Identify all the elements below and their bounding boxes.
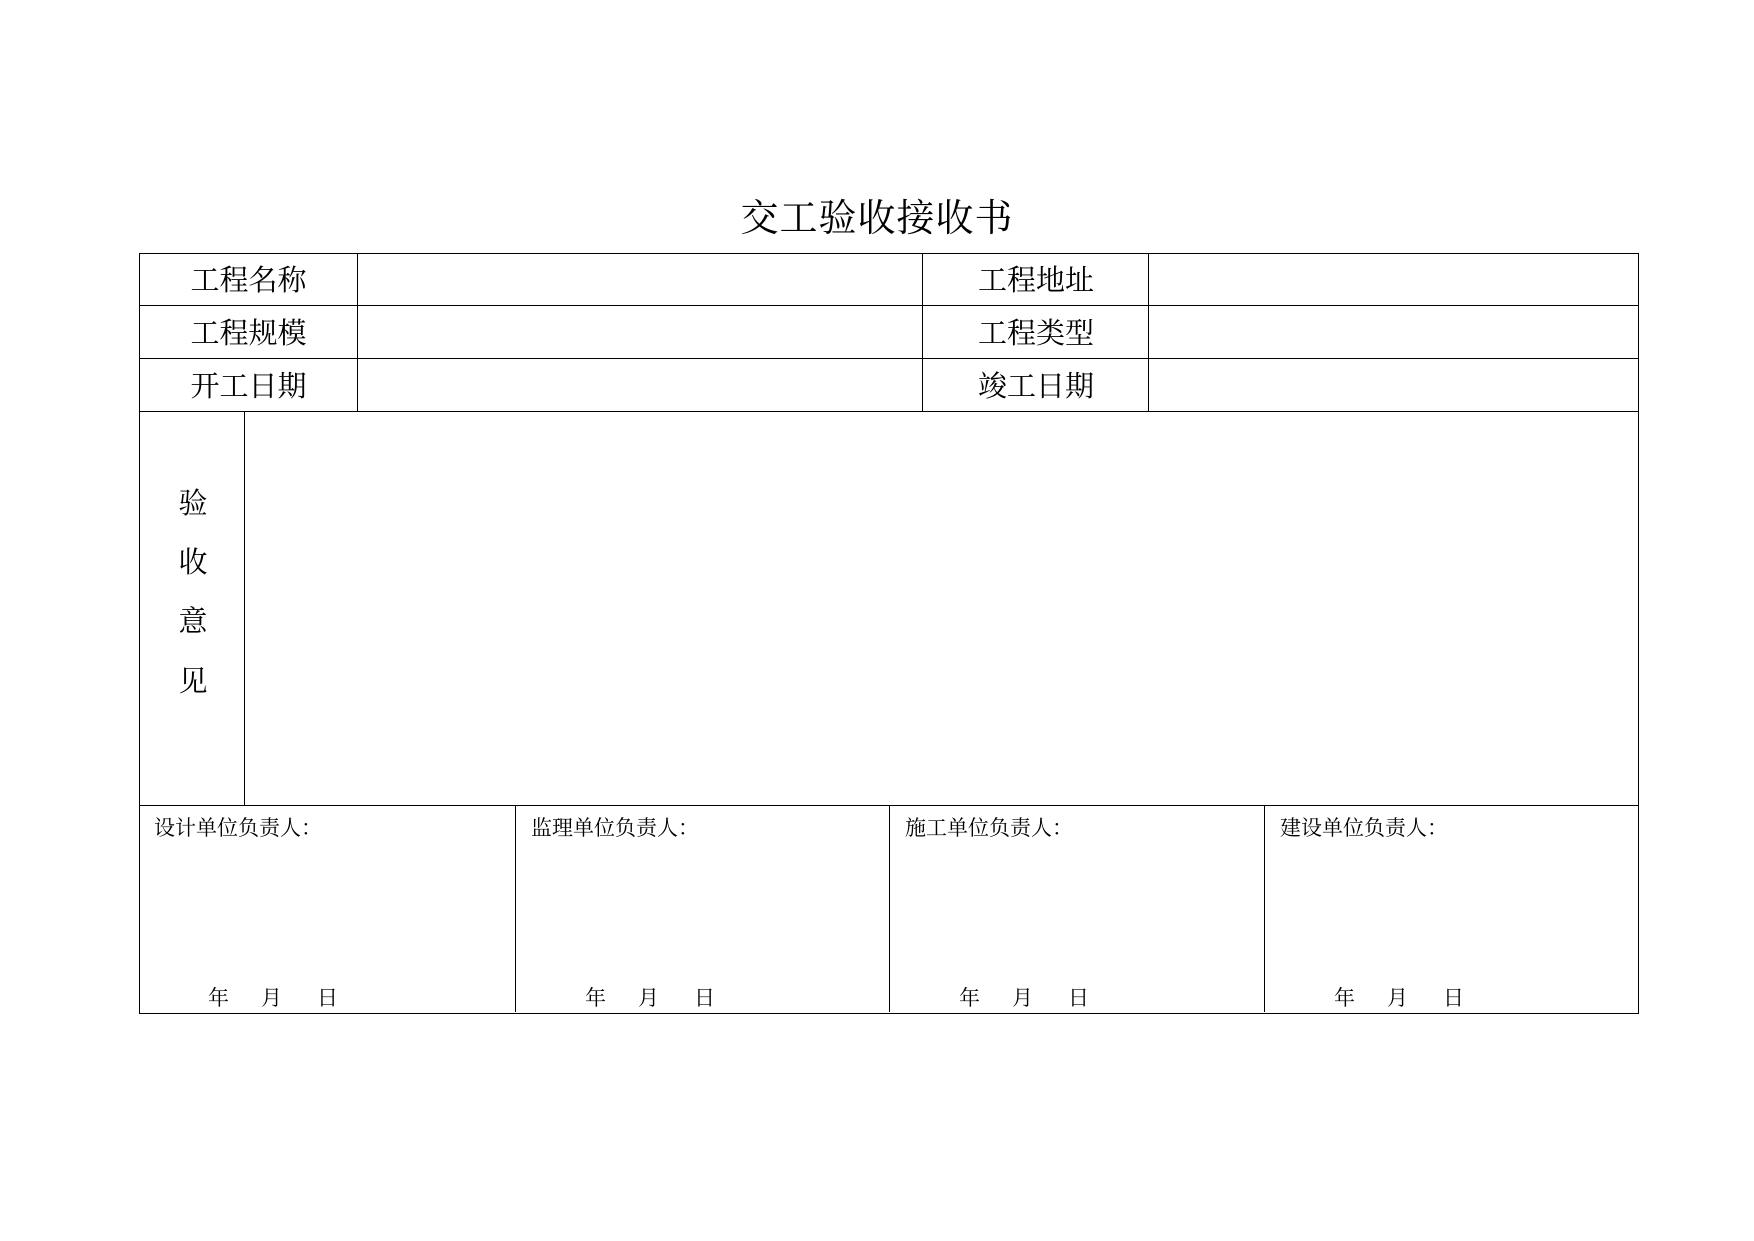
signature-date [959,985,1089,1011]
label-project-name: 工程名称 [190,263,307,297]
column-divider [515,805,516,1012]
date-month-label: 月 [638,986,659,1010]
label-completion-date: 竣工日期 [977,369,1094,403]
opinion-label-char: 意 [178,604,208,638]
label-project-type: 工程类型 [977,316,1094,350]
date-year-label: 年 [208,986,229,1010]
signature-block-owner [1266,807,1638,1013]
signature-label: 施工单位负责人： [905,816,1073,840]
field-project-scale[interactable] [359,307,922,359]
date-month-label: 月 [1012,986,1033,1010]
opinion-label [140,413,246,807]
field-project-type[interactable] [1150,307,1638,359]
date-year-label: 年 [1334,986,1355,1010]
date-year-label: 年 [959,986,980,1010]
field-project-address[interactable] [1150,254,1638,306]
column-divider [1264,805,1265,1012]
opinion-label-char: 见 [178,664,208,698]
column-divider [1148,254,1149,411]
signature-block-design [140,807,515,1013]
date-day-label: 日 [1443,986,1464,1010]
field-project-name[interactable] [359,254,922,306]
signature-label: 设计单位负责人： [154,816,322,840]
signature-date [1334,985,1464,1011]
column-divider [889,805,890,1012]
date-day-label: 日 [317,986,338,1010]
label-project-scale: 工程规模 [190,316,307,350]
date-month-label: 月 [261,986,282,1010]
signature-date [585,985,715,1011]
opinion-label-char: 收 [178,545,208,579]
label-project-address: 工程地址 [977,263,1094,297]
field-completion-date[interactable] [1150,360,1638,412]
signature-block-supervision [517,807,889,1013]
signature-label: 建设单位负责人： [1280,816,1448,840]
date-day-label: 日 [694,986,715,1010]
label-start-date: 开工日期 [190,369,307,403]
opinion-label-char: 验 [178,486,208,520]
document-title: 交工验收接收书 [740,196,1014,240]
signature-block-construction [891,807,1264,1013]
signature-label: 监理单位负责人： [531,816,699,840]
column-divider [922,254,923,411]
date-month-label: 月 [1387,986,1408,1010]
date-day-label: 日 [1068,986,1089,1010]
signature-date [208,985,338,1011]
date-year-label: 年 [585,986,606,1010]
column-divider [357,254,358,411]
field-start-date[interactable] [359,360,922,412]
opinion-content-area[interactable] [246,413,1638,807]
acceptance-form [139,253,1639,1014]
